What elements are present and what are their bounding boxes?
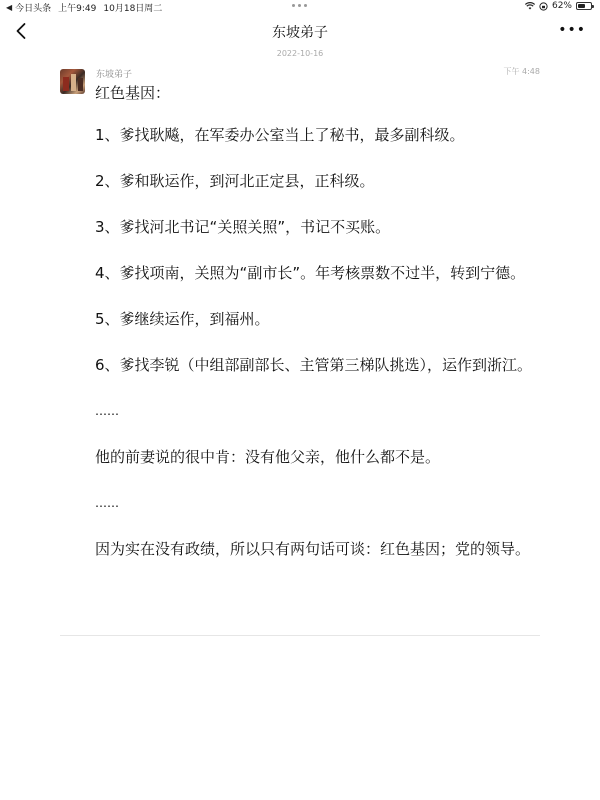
- message-paragraph: 他的前妻说的很中肯：没有他父亲，他什么都不是。: [95, 448, 441, 466]
- status-indicators: [525, 1, 592, 11]
- message-ellipsis: ……: [95, 496, 119, 510]
- back-to-app[interactable]: [6, 1, 162, 14]
- battery-percent: 62%: [551, 1, 572, 11]
- message-paragraph: 红色基因：: [95, 84, 171, 102]
- wifi-icon: [525, 2, 535, 10]
- message-paragraph: 6、爹找李锐（中组部副部长、主管第三梯队挑选），运作到浙江。: [95, 356, 533, 374]
- battery-fill: [578, 4, 585, 8]
- date-separator: 2022-10-16: [276, 49, 324, 58]
- status-bar: [0, 0, 600, 14]
- message-paragraph: 2、爹和耿运作，到河北正定县，正科级。: [95, 172, 375, 190]
- status-date: 10月18日周二: [103, 4, 163, 14]
- status-time: 上午9:49: [58, 4, 97, 14]
- back-app-label: 今日头条: [15, 4, 52, 14]
- more-options-icon[interactable]: •••: [558, 22, 586, 38]
- nav-bar: [0, 14, 600, 48]
- message-ellipsis: ……: [95, 404, 119, 418]
- message-time: 下午 4:48: [503, 67, 540, 76]
- divider: [60, 635, 540, 636]
- multitask-dots-icon[interactable]: [292, 4, 307, 7]
- message-paragraph: 1、爹找耿飚，在军委办公室当上了秘书，最多副科级。: [95, 126, 465, 144]
- back-triangle-icon: ◀: [6, 3, 13, 12]
- message-paragraph: 4、爹找项南，关照为“副市长”。年考核票数不过半，转到宁德。: [95, 264, 526, 282]
- message-paragraph: 3、爹找河北书记“关照关照”，书记不买账。: [95, 218, 391, 236]
- orientation-lock-icon: [539, 2, 548, 11]
- message-paragraph: 5、爹继续运作，到福州。: [95, 310, 270, 328]
- sender-name: 东坡弟子: [96, 70, 133, 80]
- message-paragraph: 因为实在没有政绩，所以只有两句话可谈：红色基因；党的领导。: [95, 540, 531, 558]
- page-title: 东坡弟子: [272, 25, 328, 41]
- battery-icon: [576, 2, 592, 10]
- avatar[interactable]: [60, 69, 85, 94]
- message-content: [95, 82, 545, 560]
